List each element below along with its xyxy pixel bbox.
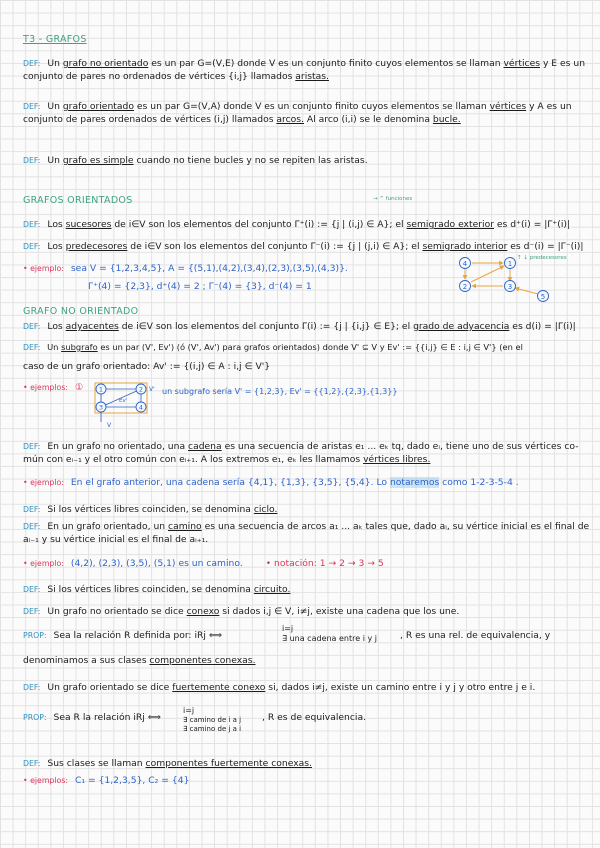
arc-2-1 — [471, 266, 504, 282]
svg-text:2: 2 — [138, 385, 144, 394]
prop2-continuacion: , R es de equivalencia. — [262, 712, 367, 723]
prop1-cases: i=j ∃ una cadena entre i y j — [282, 624, 377, 643]
arc-5-3 — [515, 288, 538, 294]
prop-componentes-conexas: PROP: Sea la relación R definida por: iRj ⟺ — [23, 630, 223, 641]
ejemplo-cadena: • ejemplo: En el grafo anterior, una cadena sería {4,1}, {1,3}, {3,5}, {5,4}. Lo notaremos como 1-2-3-5-4 . — [23, 477, 519, 488]
ejemplo-orientado-valores: Γ⁺(4) = {2,3}, d⁺(4) = 2 ; Γ⁻(4) = {3}, d⁻(4) = 1 — [88, 281, 312, 292]
label-v-prime: V' — [149, 386, 155, 393]
def-sucesores: DEF: Los sucesores de i∈V son los elementos del conjunto Γ⁺(i) := {j | (i,j) ∈ A}; el semigrado exterior es d⁺(i) = |Γ⁺(i)| — [23, 219, 571, 230]
prop1-clases: denominamos a sus clases componentes conexas. — [23, 655, 256, 666]
node-label: 4 — [462, 260, 468, 268]
def-camino: DEF: En un grafo orientado, un camino es una secuencia de arcos a₁ ... aₖ tales que, dado aᵢ, su vértice inicial es el final de aᵢ₋₁ y su vértice inicial es el final de aᵢ₊₁. — [23, 521, 590, 545]
ejemplo-subgrafo: • ejemplos: ① — [23, 382, 84, 393]
term-grafo-no-orientado: grafo no orientado — [62, 58, 149, 69]
prop2-cases: i=j ∃ camino de i a j ∃ camino de j a i — [183, 706, 242, 733]
ejemplo-camino: • ejemplo: (4,2), (2,3), (3,5), (5,1) es un camino. • notación: 1 → 2 → 3 → 5 — [23, 558, 384, 569]
note-funciones: → ^ funciones — [373, 196, 413, 202]
heading-grafos-orientados: GRAFOS ORIENTADOS — [23, 195, 133, 206]
def-subgrafo-cont: caso de un grafo orientado: Av' := {(i,j) ∈ A : i,j ∈ V'} — [23, 361, 271, 372]
def-tag: DEF: — [23, 59, 41, 68]
prop-equivalencia: PROP: Sea R la relación iRj ⟺ — [23, 712, 161, 723]
node-label: 2 — [462, 283, 468, 291]
def-adyacentes: DEF: Los adyacentes de i∈V son los elementos del conjunto Γ(i) := {j | {i,j} ∈ E}; el grado de adyacencia es d(i) = |Γ(i)| — [23, 321, 576, 332]
label-v: V — [107, 422, 112, 429]
def-grafo-simple: DEF: Un grafo es simple cuando no tiene bucles y no se repiten las aristas. — [23, 155, 368, 166]
svg-text:1: 1 — [98, 385, 104, 394]
def-ciclo: DEF: Si los vértices libres coinciden, se denomina ciclo. — [23, 504, 278, 515]
def-componentes-fuertemente-conexas: DEF: Sus clases se llaman componentes fuertemente conexas. — [23, 758, 312, 769]
def-subgrafo: DEF: Un subgrafo es un par (V', Ev') (ó (V', Av') para grafos orientados) donde V' ⊆ V y Ev' := {{i,j} ∈ E : i,j ∈ V'} (en el — [23, 342, 523, 352]
node-label: 5 — [540, 293, 546, 301]
def-cadena: DEF: En un grafo no orientado, una cadena es una secuencia de aristas e₁ ... eₖ tq, dado eᵢ, tiene uno de sus vértices co- mún con eᵢ₋₁ y el otro común con eᵢ₊₁. A los extremos e₁, eₖ les llamamos vértices libres. — [23, 441, 579, 465]
label-ev-prime: Ev' — [119, 398, 128, 404]
prop1-continuacion: , R es una rel. de equivalencia, y — [400, 630, 551, 641]
ejemplo-componentes: • ejemplos: C₁ = {1,2,3,5}, C₂ = {4} — [23, 775, 190, 786]
directed-graph-diagram — [455, 254, 555, 304]
heading-grafo-no-orientado: GRAFO NO ORIENTADO — [23, 306, 139, 317]
def-grafo-orientado: DEF: Un grafo orientado es un par G=(V,A) donde V es un conjunto finito cuyos elementos se llaman vértices y A es un conjunto de pares ordenados de vértices (i,j) llamados arcos. Al arco (i,i) se le denomina bucle. — [23, 101, 572, 125]
def-predecesores: DEF: Los predecesores de i∈V son los elementos del conjunto Γ⁻(i) := {j | (j,i) ∈ A}; el semigrado interior es d⁻(i) = |Γ⁻(i)| — [23, 241, 584, 252]
page-title: T3 - GRAFOS — [23, 34, 87, 45]
def-grafo-no-orientado: DEF: Un grafo no orientado es un par G=(V,E) donde V es un conjunto finito cuyos elementos se llaman vértices y E es un conjunto de pares no ordenados de vértices {i,j} llamados aristas. — [23, 58, 586, 82]
note-predecesores: ↑ ↓ predecesores — [517, 255, 567, 261]
node-label: 1 — [507, 260, 513, 268]
subgraph-diagram — [92, 380, 172, 430]
ejemplo-subgrafo-texto: un subgrafo sería V' = {1,2,3}, Ev' = {{1,2},{2,3},{1,3}} — [162, 387, 398, 396]
svg-text:3: 3 — [98, 403, 104, 412]
ejemplo-orientado: • ejemplo: sea V = {1,2,3,4,5}, A = {(5,1),(4,2),(3,4),(2,3),(3,5),(4,3)}. — [23, 263, 348, 274]
node-label: 3 — [507, 283, 513, 291]
def-conexo: DEF: Un grafo no orientado se dice conexo si dados i,j ∈ V, i≠j, existe una cadena que los une. — [23, 606, 460, 617]
svg-text:4: 4 — [138, 403, 144, 412]
def-circuito: DEF: Si los vértices libres coinciden, se denomina circuito. — [23, 584, 291, 595]
def-fuertemente-conexo: DEF: Un grafo orientado se dice fuertemente conexo si, dados i≠j, existe un camino entre i y j y otro entre j e i. — [23, 682, 536, 693]
